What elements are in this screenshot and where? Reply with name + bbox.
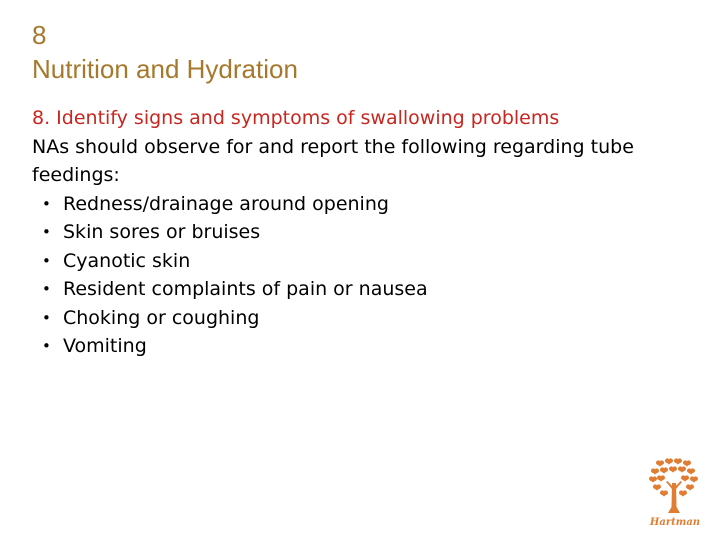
bullet-text: Skin sores or bruises — [63, 221, 261, 243]
list-item — [32, 275, 692, 304]
bullet-text: Resident complaints of pain or nausea — [63, 278, 428, 300]
bullet-text: Redness/drainage around opening — [63, 192, 389, 215]
list-item — [32, 247, 692, 276]
list-item — [32, 332, 692, 361]
objective-heading: 8. Identify signs and symptoms of swallowing problems — [32, 107, 560, 129]
bullet-text: Choking or coughing — [63, 306, 260, 329]
chapter-number: 8 — [32, 20, 47, 50]
bullet-icon: • — [42, 194, 51, 213]
list-item — [32, 304, 692, 333]
bullet-icon: • — [42, 251, 51, 270]
bullet-icon: • — [42, 337, 51, 355]
list-item — [32, 218, 692, 247]
hartman-logo — [640, 455, 710, 535]
bullet-icon: • — [42, 308, 51, 327]
bullet-icon: • — [42, 223, 51, 241]
bullet-text: Vomiting — [63, 335, 147, 357]
list-item — [32, 190, 692, 219]
heart-tree-icon — [640, 455, 710, 517]
chapter-title: Nutrition and Hydration — [32, 54, 298, 84]
bullet-list — [32, 190, 692, 361]
slide-title-block — [32, 18, 298, 86]
intro-text: NAs should observe for and report the following regarding tube feedings: — [32, 135, 634, 186]
logo-text: Hartman — [649, 517, 701, 528]
bullet-icon: • — [42, 280, 51, 298]
bullet-text: Cyanotic skin — [63, 249, 191, 272]
slide-content — [32, 104, 692, 361]
